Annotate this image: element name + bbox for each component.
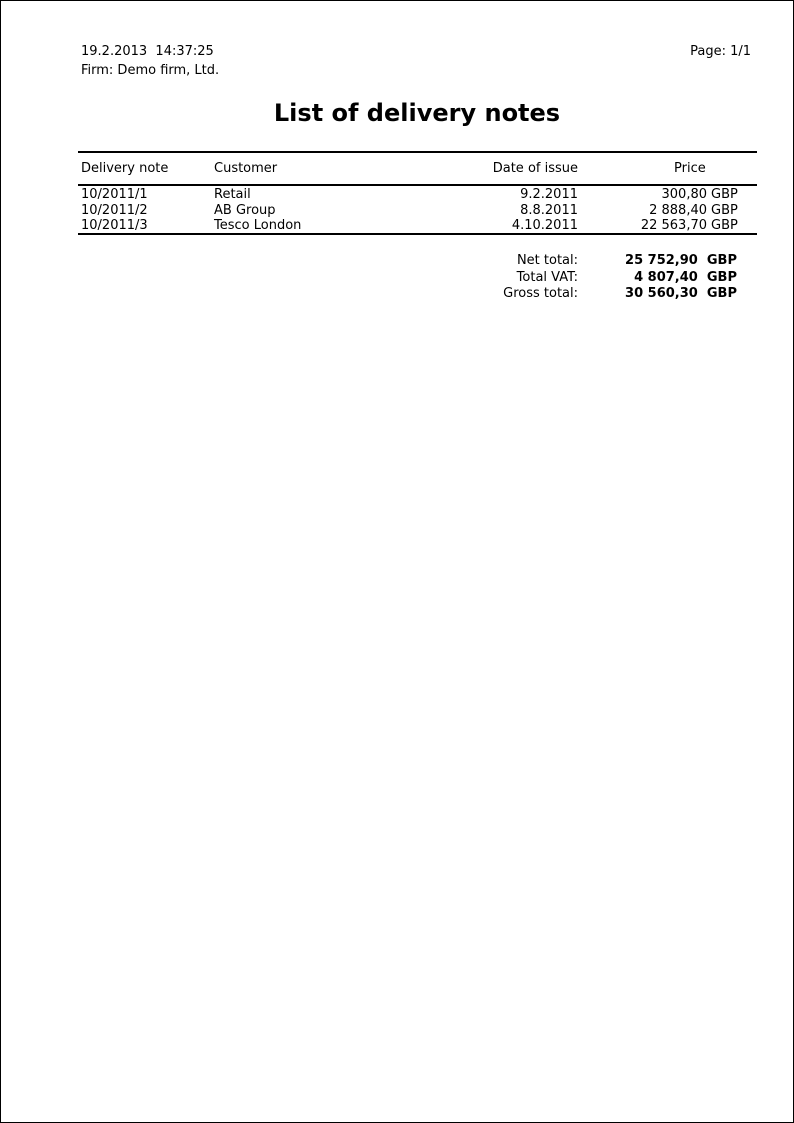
cell-currency: GBP bbox=[711, 187, 738, 202]
cell-price: 22 563,70 bbox=[640, 218, 707, 233]
cell-date-of-issue: 8.8.2011 bbox=[520, 202, 578, 218]
total-vat-label: Total VAT: bbox=[516, 269, 578, 285]
gross-total-row bbox=[1, 286, 793, 303]
table-top-rule bbox=[78, 151, 757, 153]
total-vat-value: 4 807,40 GBP bbox=[634, 269, 737, 285]
gross-total-label: Gross total: bbox=[503, 286, 578, 301]
table-row bbox=[1, 203, 793, 219]
totals-block bbox=[1, 253, 793, 303]
cell-price: 2 888,40 bbox=[649, 202, 707, 218]
column-header-date-of-issue: Date of issue bbox=[492, 161, 578, 176]
firm-name: Firm: Demo firm, Ltd. bbox=[81, 63, 220, 78]
column-header-price: Price bbox=[674, 161, 706, 176]
cell-customer: Retail bbox=[214, 187, 251, 202]
net-total-value: 25 752,90 GBP bbox=[625, 253, 737, 268]
table-row bbox=[1, 187, 793, 203]
table-row bbox=[1, 218, 793, 234]
table-header-rule bbox=[78, 184, 757, 186]
cell-currency: GBP bbox=[711, 202, 738, 218]
report-title: List of delivery notes bbox=[273, 99, 561, 127]
page-number: Page: 1/1 bbox=[690, 44, 751, 59]
cell-customer: Tesco London bbox=[214, 218, 302, 233]
cell-date-of-issue: 4.10.2011 bbox=[511, 218, 578, 233]
cell-currency: GBP bbox=[711, 218, 738, 233]
cell-date-of-issue: 9.2.2011 bbox=[520, 187, 578, 202]
table-bottom-rule bbox=[78, 233, 757, 235]
net-total-row bbox=[1, 253, 793, 270]
gross-total-value: 30 560,30 GBP bbox=[625, 286, 737, 301]
cell-delivery-note: 10/2011/3 bbox=[81, 218, 148, 233]
cell-delivery-note: 10/2011/2 bbox=[81, 202, 148, 218]
print-datetime: 19.2.2013 14:37:25 bbox=[81, 44, 214, 59]
column-header-customer: Customer bbox=[214, 161, 278, 176]
cell-delivery-note: 10/2011/1 bbox=[81, 187, 148, 202]
table-body bbox=[1, 187, 793, 234]
total-vat-row bbox=[1, 270, 793, 287]
cell-customer: AB Group bbox=[214, 202, 276, 218]
column-header-delivery-note: Delivery note bbox=[81, 161, 169, 176]
report-header-left bbox=[81, 42, 219, 80]
net-total-label: Net total: bbox=[516, 253, 578, 268]
cell-price: 300,80 bbox=[661, 187, 707, 202]
